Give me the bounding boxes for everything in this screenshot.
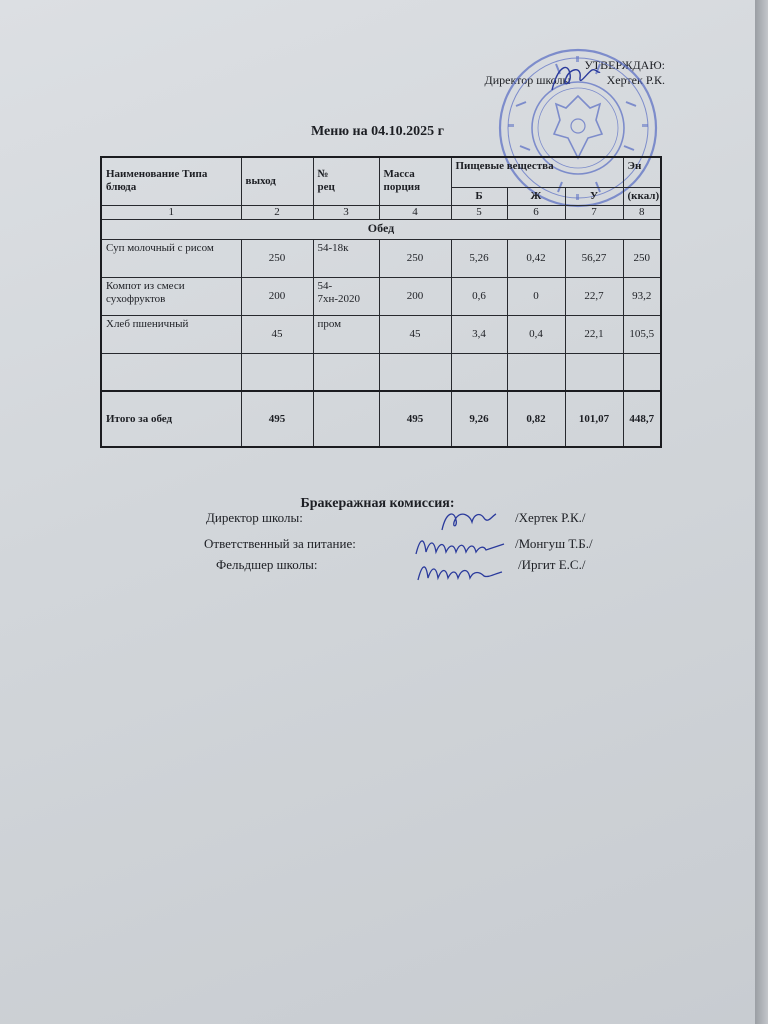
header-output: выход xyxy=(241,157,313,205)
header-zh: Ж xyxy=(507,187,565,205)
dish-u: 22,7 xyxy=(565,277,623,315)
section-title: Обед xyxy=(101,219,661,239)
header-kcal: (ккал) xyxy=(623,187,661,205)
column-number: 6 xyxy=(507,205,565,219)
total-b: 9,26 xyxy=(451,391,507,447)
section-row xyxy=(101,219,661,239)
total-zh: 0,82 xyxy=(507,391,565,447)
column-number-row xyxy=(101,205,661,219)
approval-name: Хертек Р.К. xyxy=(606,73,665,87)
empty-cell xyxy=(507,353,565,391)
table-row xyxy=(101,277,661,315)
empty-cell xyxy=(451,353,507,391)
empty-cell xyxy=(101,353,241,391)
header-recipe-label: рец xyxy=(317,181,335,194)
member-name: /Иргит Е.С./ xyxy=(518,557,586,572)
column-number: 1 xyxy=(101,205,241,219)
page-title: Меню на 04.10.2025 г xyxy=(311,124,444,139)
empty-cell xyxy=(623,353,661,391)
total-mass: 495 xyxy=(379,391,451,447)
header-b: Б xyxy=(451,187,507,205)
dish-recipe: 54-18к xyxy=(313,239,379,277)
total-output: 495 xyxy=(241,391,313,447)
page-edge xyxy=(755,0,768,1024)
dish-energy: 250 xyxy=(623,239,661,277)
dish-u: 56,27 xyxy=(565,239,623,277)
dish-u: 22,1 xyxy=(565,315,623,353)
column-number: 2 xyxy=(241,205,313,219)
header-energy: Эн xyxy=(623,157,661,187)
dish-recipe: пром xyxy=(313,315,379,353)
member-name: /Хертек Р.К./ xyxy=(515,510,586,525)
dish-mass: 200 xyxy=(379,277,451,315)
approval-position: Директор школы xyxy=(484,73,571,87)
dish-zh: 0 xyxy=(507,277,565,315)
dish-zh: 0,42 xyxy=(507,239,565,277)
dish-b: 5,26 xyxy=(451,239,507,277)
dish-energy: 105,5 xyxy=(623,315,661,353)
header-mass: Масса порция xyxy=(379,157,451,205)
table-row xyxy=(101,315,661,353)
dish-mass: 45 xyxy=(379,315,451,353)
dish-recipe: 54-7хн-2020 xyxy=(313,277,379,315)
dish-name: Компот из смеси сухофруктов xyxy=(101,277,241,315)
member-role: Ответственный за питание: xyxy=(204,536,356,551)
total-row xyxy=(101,391,661,447)
dish-b: 0,6 xyxy=(451,277,507,315)
total-label: Итого за обед xyxy=(101,391,241,447)
menu-table xyxy=(100,156,662,448)
total-energy: 448,7 xyxy=(623,391,661,447)
header-recipe xyxy=(313,157,379,205)
director-approval-signature xyxy=(548,60,604,94)
empty-cell xyxy=(313,353,379,391)
empty-cell xyxy=(241,353,313,391)
empty-cell xyxy=(379,353,451,391)
column-number: 8 xyxy=(623,205,661,219)
table-row xyxy=(101,239,661,277)
director-signature xyxy=(436,506,500,534)
empty-row xyxy=(101,353,661,391)
dish-energy: 93,2 xyxy=(623,277,661,315)
empty-cell xyxy=(565,353,623,391)
column-number: 3 xyxy=(313,205,379,219)
total-recipe-empty xyxy=(313,391,379,447)
member-role: Директор школы: xyxy=(206,510,303,525)
member-name: /Монгуш Т.Б./ xyxy=(515,536,593,551)
column-number: 4 xyxy=(379,205,451,219)
dish-mass: 250 xyxy=(379,239,451,277)
commission-title: Бракеражная комиссия: xyxy=(300,496,455,511)
menu-table-wrapper xyxy=(100,156,660,448)
header-name: Наименование Типа блюда xyxy=(101,157,241,205)
dish-output: 200 xyxy=(241,277,313,315)
paramedic-signature xyxy=(414,556,506,586)
header-recipe-no: № xyxy=(317,168,329,181)
total-u: 101,07 xyxy=(565,391,623,447)
dish-output: 45 xyxy=(241,315,313,353)
dish-output: 250 xyxy=(241,239,313,277)
column-number: 7 xyxy=(565,205,623,219)
approval-word: УТВЕРЖДАЮ: xyxy=(584,58,665,72)
header-nutrients: Пищевые вещества xyxy=(451,157,623,187)
header-row xyxy=(101,157,661,187)
member-role: Фельдшер школы: xyxy=(216,557,318,572)
dish-name: Хлеб пшеничный xyxy=(101,315,241,353)
dish-zh: 0,4 xyxy=(507,315,565,353)
column-number: 5 xyxy=(451,205,507,219)
header-u: У xyxy=(565,187,623,205)
dish-b: 3,4 xyxy=(451,315,507,353)
dish-name: Суп молочный с рисом xyxy=(101,239,241,277)
